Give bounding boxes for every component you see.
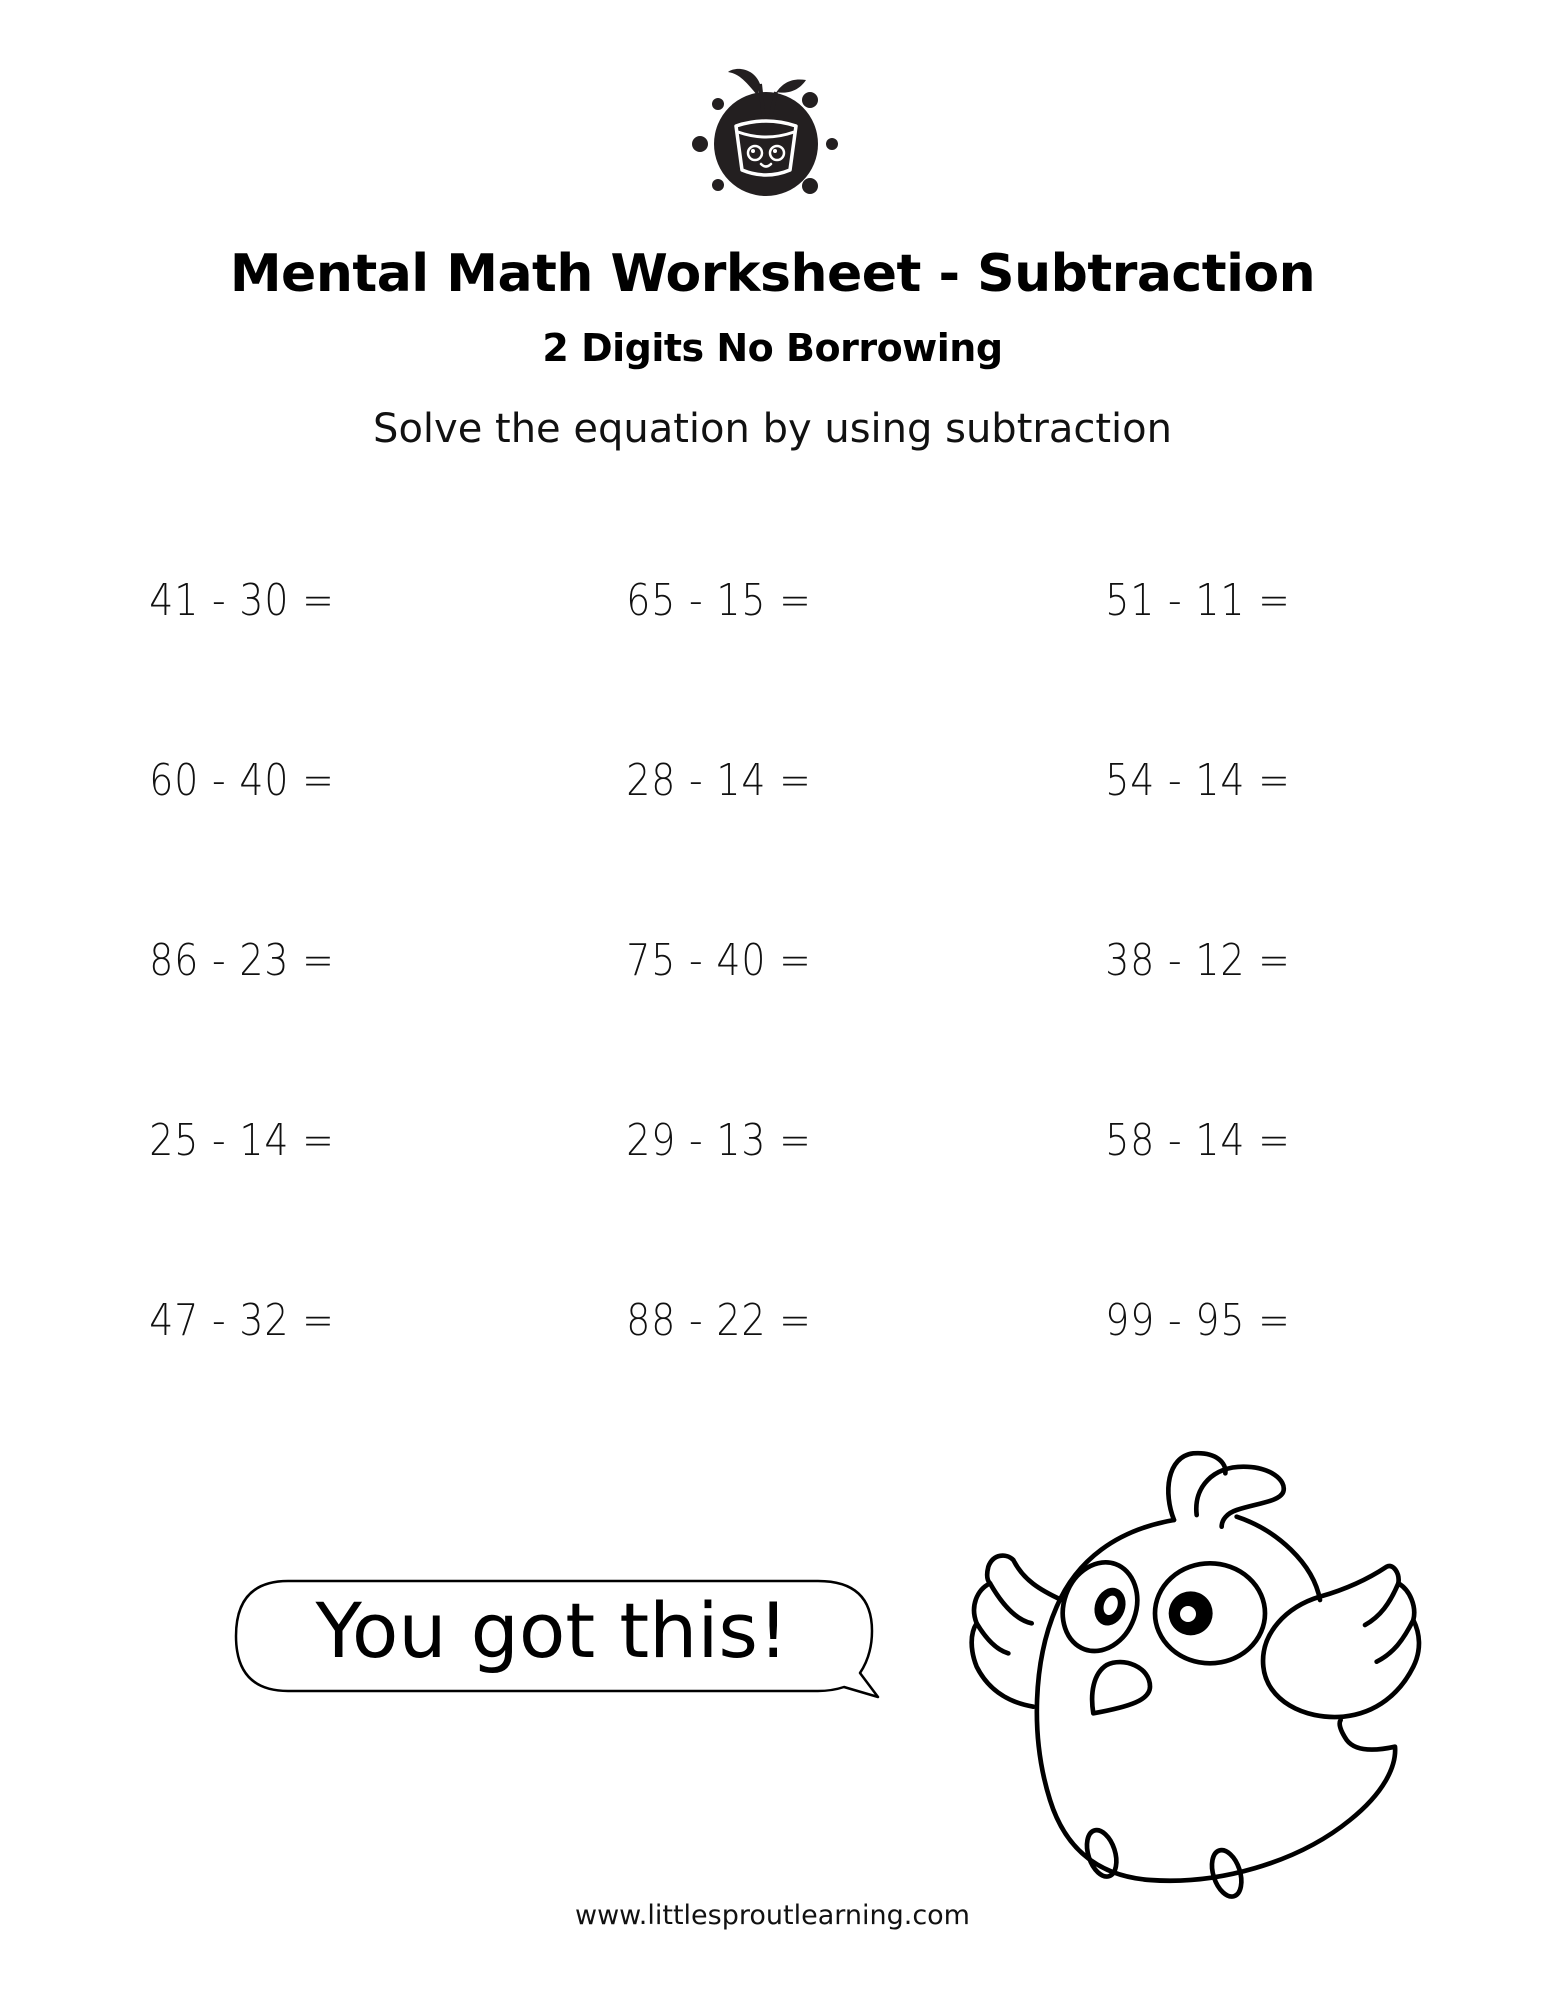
instructions-text: Solve the equation by using subtraction <box>373 406 1172 452</box>
problem: 58 - 14 = <box>1105 1115 1291 1166</box>
problem: 65 - 15 = <box>626 575 812 626</box>
problem: 86 - 23 = <box>149 935 335 986</box>
speech-bubble <box>232 1575 892 1695</box>
problem: 25 - 14 = <box>149 1115 335 1166</box>
worksheet-title: Mental Math Worksheet - Subtraction <box>229 244 1316 304</box>
problem: 38 - 12 = <box>1105 935 1291 986</box>
problem: 60 - 40 = <box>149 755 335 806</box>
problem: 75 - 40 = <box>626 935 812 986</box>
bird-mascot-icon <box>950 1420 1430 1980</box>
footer-url: www.littlesproutlearning.com <box>575 1900 970 1931</box>
problem: 99 - 95 = <box>1105 1295 1291 1346</box>
problem: 41 - 30 = <box>149 575 335 626</box>
problem: 29 - 13 = <box>626 1115 812 1166</box>
problem: 28 - 14 = <box>626 755 812 806</box>
problem: 88 - 22 = <box>626 1295 812 1346</box>
problem: 47 - 32 = <box>149 1295 335 1346</box>
encouragement-text: You got this! <box>315 1586 789 1675</box>
problem: 54 - 14 = <box>1105 755 1291 806</box>
worksheet-subtitle: 2 Digits No Borrowing <box>542 326 1003 370</box>
sprout-pot-logo-icon <box>688 60 858 200</box>
problem: 51 - 11 = <box>1105 575 1291 626</box>
